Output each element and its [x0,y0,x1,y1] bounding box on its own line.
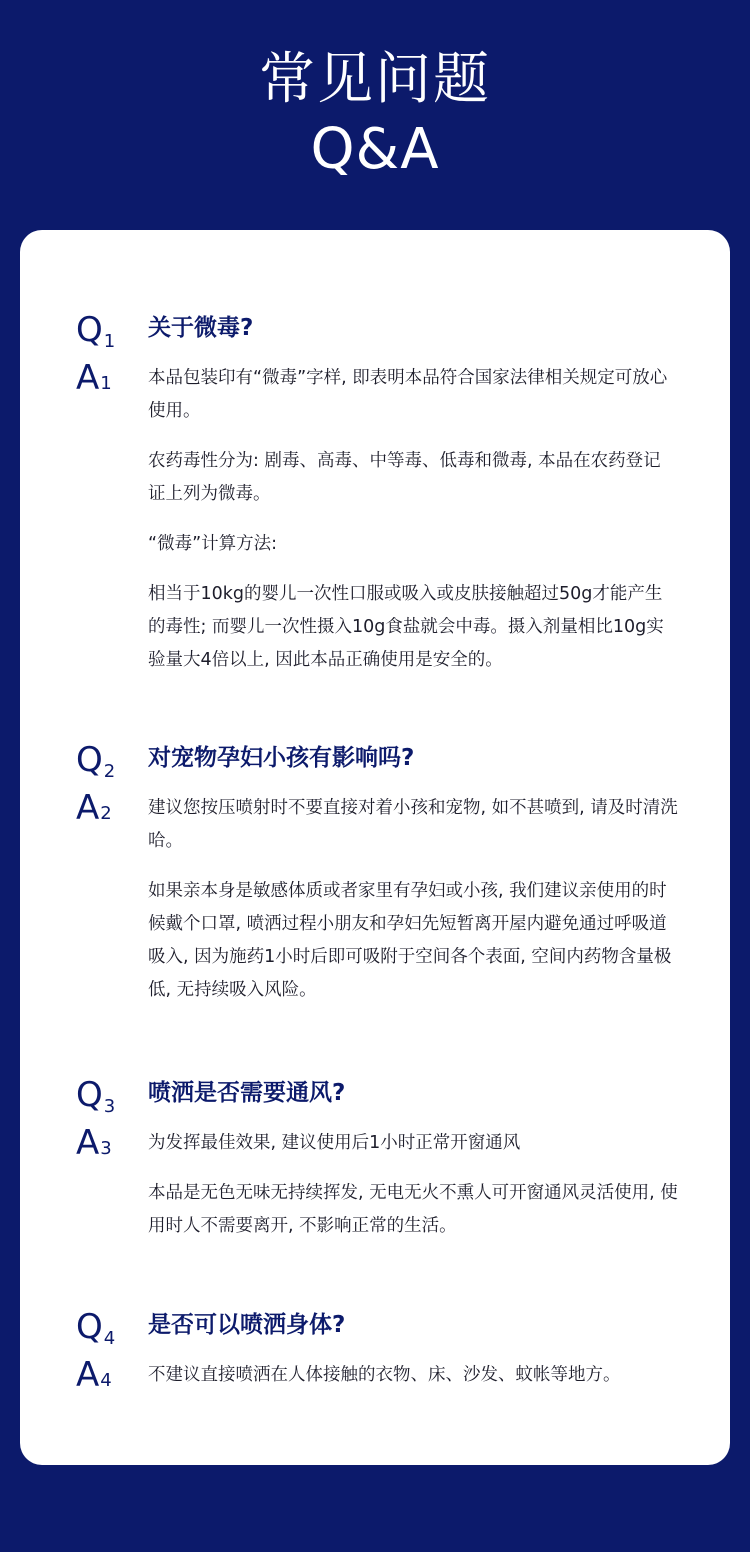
question-number: 4 [103,1328,116,1349]
question-text: 对宠物孕妇小孩有影响吗? [148,745,415,771]
answer-paragraph: 如果亲本身是敏感体质或者家里有孕妇或小孩, 我们建议亲使用的时候戴个口罩, 喷洒过程小朋友和孕妇先短暂离开屋内避免通过呼吸道吸入, 因为施药1小时后即可吸附于空间各个表面, 空间内药物含量极低, 无持续吸入风险。 [148,881,672,1000]
answer-marker [76,358,112,404]
question-text: 关于微毒? [148,315,254,341]
answer-body [148,362,678,677]
answer-marker [76,788,112,834]
answer-letter: A [76,1355,100,1395]
answer-paragraph: 本品是无色无味无持续挥发, 无电无火不熏人可开窗通风灵活使用, 使用时人不需要离开, 不影响正常的生活。 [148,1183,678,1236]
answer-paragraph: 不建议直接喷洒在人体接触的衣物、床、沙发、蚊帐等地方。 [148,1365,621,1385]
answer-marker [76,1123,112,1169]
answer-letter: A [76,1123,100,1163]
answer-paragraph: 为发挥最佳效果, 建议使用后1小时正常开窗通风 [148,1133,521,1153]
question-number: 2 [103,761,116,782]
page-subtitle: Q&A [310,117,440,182]
faq-card [20,230,730,1465]
answer-letter: A [76,358,100,398]
answer-body [148,1127,678,1243]
answer-marker [76,1355,112,1401]
answer-paragraph: 农药毒性分为: 剧毒、高毒、中等毒、低毒和微毒, 本品在农药登记证上列为微毒。 [148,451,661,504]
question-letter: Q [76,1075,103,1115]
answer-number: 2 [100,803,112,824]
question-number: 1 [103,331,116,352]
question-marker [76,1307,115,1353]
question-letter: Q [76,740,103,780]
answer-paragraph: “微毒”计算方法: [148,534,278,554]
answer-body [148,792,678,1007]
answer-paragraph: 本品包装印有“微毒”字样, 即表明本品符合国家法律相关规定可放心使用。 [148,368,668,421]
page-header [0,0,750,230]
question-letter: Q [76,310,103,350]
answer-number: 3 [100,1138,112,1159]
answer-paragraph: 建议您按压喷射时不要直接对着小孩和宠物, 如不甚喷到, 请及时清洗哈。 [148,798,678,851]
question-text: 是否可以喷洒身体? [148,1312,346,1338]
question-text: 喷洒是否需要通风? [148,1080,346,1106]
question-marker [76,1075,115,1121]
question-marker [76,310,115,356]
question-letter: Q [76,1307,103,1347]
page-title: 常见问题 [259,47,491,112]
answer-number: 4 [100,1370,112,1391]
question-marker [76,740,115,786]
question-number: 3 [103,1096,116,1117]
answer-paragraph: 相当于10kg的婴儿一次性口服或吸入或皮肤接触超过50g才能产生的毒性; 而婴儿一次性摄入10g食盐就会中毒。摄入剂量相比10g实验量大4倍以上, 因此本品正确使用是安全的。 [148,584,664,670]
answer-body [148,1359,678,1392]
answer-letter: A [76,788,100,828]
answer-number: 1 [100,373,112,394]
